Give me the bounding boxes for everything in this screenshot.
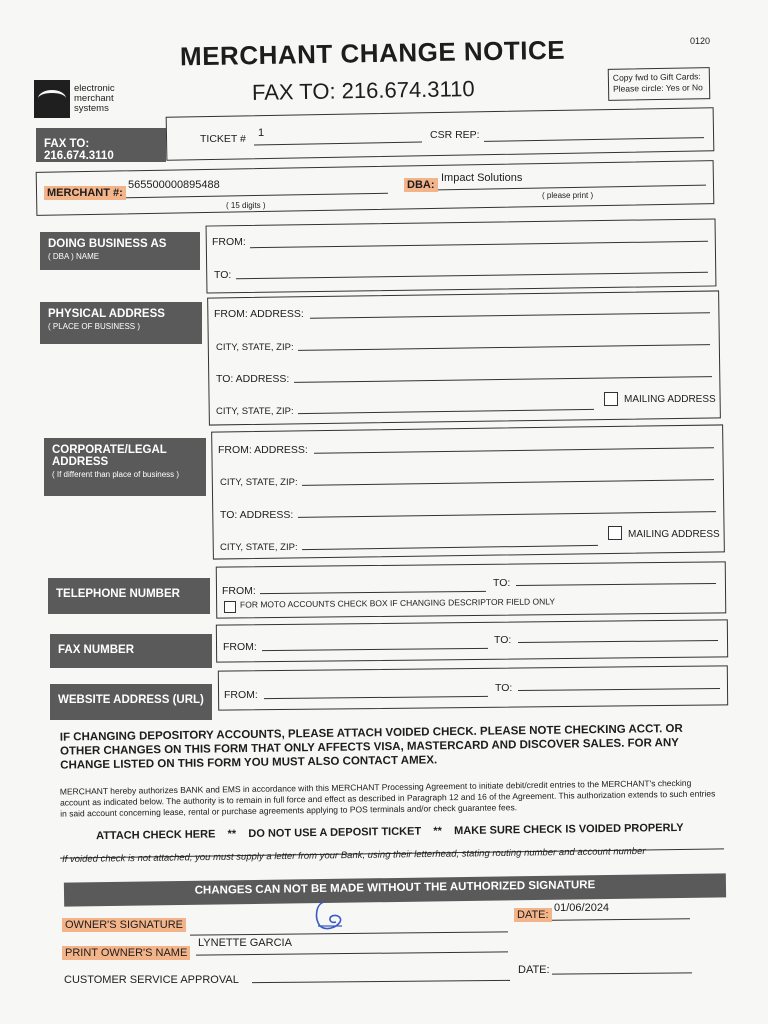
moto-label: FOR MOTO ACCOUNTS CHECK BOX IF CHANGING DESCRIPTOR FIELD ONLY (239, 596, 556, 610)
physical-mailing-checkbox[interactable] (604, 392, 618, 406)
merchant-number-hint: ( 15 digits ) (226, 201, 266, 210)
corporate-to-address-label: TO: ADDRESS: (220, 509, 294, 521)
fax-heading: FAX TO: 216.674.3110 (251, 76, 475, 105)
approval-date-label: DATE: (518, 964, 550, 976)
gift-card-box: Copy fwd to Gift Cards: Please circle: Yes or No (608, 67, 711, 101)
csr-label: CSR REP: (430, 129, 480, 141)
dba-value[interactable]: Impact Solutions (441, 172, 523, 184)
website-from-label: FROM: (224, 689, 258, 701)
corporate-section-label: CORPORATE/LEGAL ADDRESS ( If different than place of business ) (44, 438, 206, 496)
dba-hint: ( please print ) (542, 191, 594, 200)
print-name-value[interactable]: LYNETTE GARCIA (198, 937, 292, 949)
merchant-number-value[interactable]: 565500000895488 (128, 179, 220, 191)
approval-date-line[interactable] (552, 971, 692, 974)
signature-date-line (552, 917, 690, 920)
page-title: MERCHANT CHANGE NOTICE (179, 34, 566, 72)
ticket-value[interactable]: 1 (258, 127, 265, 139)
customer-service-approval-line[interactable] (252, 979, 510, 983)
moto-checkbox[interactable] (224, 601, 236, 613)
depository-notice: IF CHANGING DEPOSITORY ACCOUNTS, PLEASE ATTACH VOIDED CHECK. PLEASE NOTE CHECKING ACCT. OR OTHER CHANGES ON THIS FORM THAT ONLY AFFECTS VISA, MASTERCARD AND DISCOVER SALES. FOR ANY CHANGE LISTED ON THIS FORM YOU MUST ALSO CONTACT AMEX. (59, 722, 683, 772)
dba-from-label: FROM: (212, 236, 246, 248)
print-name-line (196, 950, 508, 955)
fax-to-label: TO: (494, 634, 512, 646)
owner-signature-label: OWNER'S SIGNATURE (62, 918, 186, 932)
merchant-number-label: MERCHANT #: (44, 186, 126, 200)
logo-text: electronic merchant systems (74, 83, 115, 114)
website-section-label: WEBSITE ADDRESS (URL) (50, 684, 212, 720)
signature-required-bar: CHANGES CAN NOT BE MADE WITHOUT THE AUTHORIZED SIGNATURE (64, 873, 726, 906)
form-code: 0120 (690, 36, 711, 46)
voided-check-note: If voided check is not attached, you must supply a letter from your Bank, using their letterhead, stating routing number and account number (61, 845, 646, 866)
physical-from-address-label: FROM: ADDRESS: (214, 308, 304, 320)
dba-to-label: TO: (214, 269, 232, 281)
attach-check-line: ATTACH CHECK HERE ** DO NOT USE A DEPOSIT TICKET ** MAKE SURE CHECK IS VOIDED PROPERLY (95, 821, 684, 843)
telephone-from-label: FROM: (222, 585, 256, 597)
corporate-mailing-label: MAILING ADDRESS (628, 529, 720, 540)
ticket-label: TICKET # (200, 133, 246, 145)
dba-label: DBA: (404, 178, 438, 192)
signature-date-label: DATE: (514, 908, 552, 922)
fax-section-label: FAX NUMBER (50, 634, 212, 668)
website-to-label: TO: (495, 682, 513, 694)
logo-swoosh-icon (38, 90, 66, 107)
physical-mailing-label: MAILING ADDRESS (624, 394, 716, 405)
corporate-city2-label: CITY, STATE, ZIP: (220, 542, 298, 553)
physical-city1-label: CITY, STATE, ZIP: (216, 342, 294, 353)
physical-section-label: PHYSICAL ADDRESS ( PLACE OF BUSINESS ) (40, 302, 202, 344)
owner-signature-mark[interactable] (312, 898, 352, 932)
owner-signature-line[interactable] (190, 930, 508, 935)
corporate-city1-label: CITY, STATE, ZIP: (220, 477, 298, 488)
physical-to-address-label: TO: ADDRESS: (216, 373, 290, 385)
corporate-mailing-checkbox[interactable] (608, 526, 622, 540)
print-name-label: PRINT OWNER'S NAME (62, 946, 190, 960)
signature-date-value[interactable]: 01/06/2024 (554, 902, 610, 914)
telephone-section-label: TELEPHONE NUMBER (48, 578, 210, 614)
physical-city2-label: CITY, STATE, ZIP: (216, 406, 294, 417)
authorization-text: MERCHANT hereby authorizes BANK and EMS in accordance with this MERCHANT Processing Agreement to initiate debit/credit entries to the MERCHANT's checking account as indicated below. The authority is to remain in full force and effect as described in Paragraph 12 and 16 of the Agreement. This authorization extends to such entries in said account concerning lease, rental or purchase agreements applying to POS terminals and/or check guarantee fees. (59, 777, 716, 819)
corporate-from-address-label: FROM: ADDRESS: (218, 444, 308, 456)
telephone-to-label: TO: (493, 577, 511, 589)
dba-section-box (206, 218, 717, 293)
dba-section-label: DOING BUSINESS AS ( DBA ) NAME (40, 232, 200, 270)
customer-service-approval-label: CUSTOMER SERVICE APPROVAL (64, 974, 239, 986)
fax-from-label: FROM: (223, 641, 257, 653)
fax-to-label: FAX TO: 216.674.3110 (36, 128, 166, 162)
